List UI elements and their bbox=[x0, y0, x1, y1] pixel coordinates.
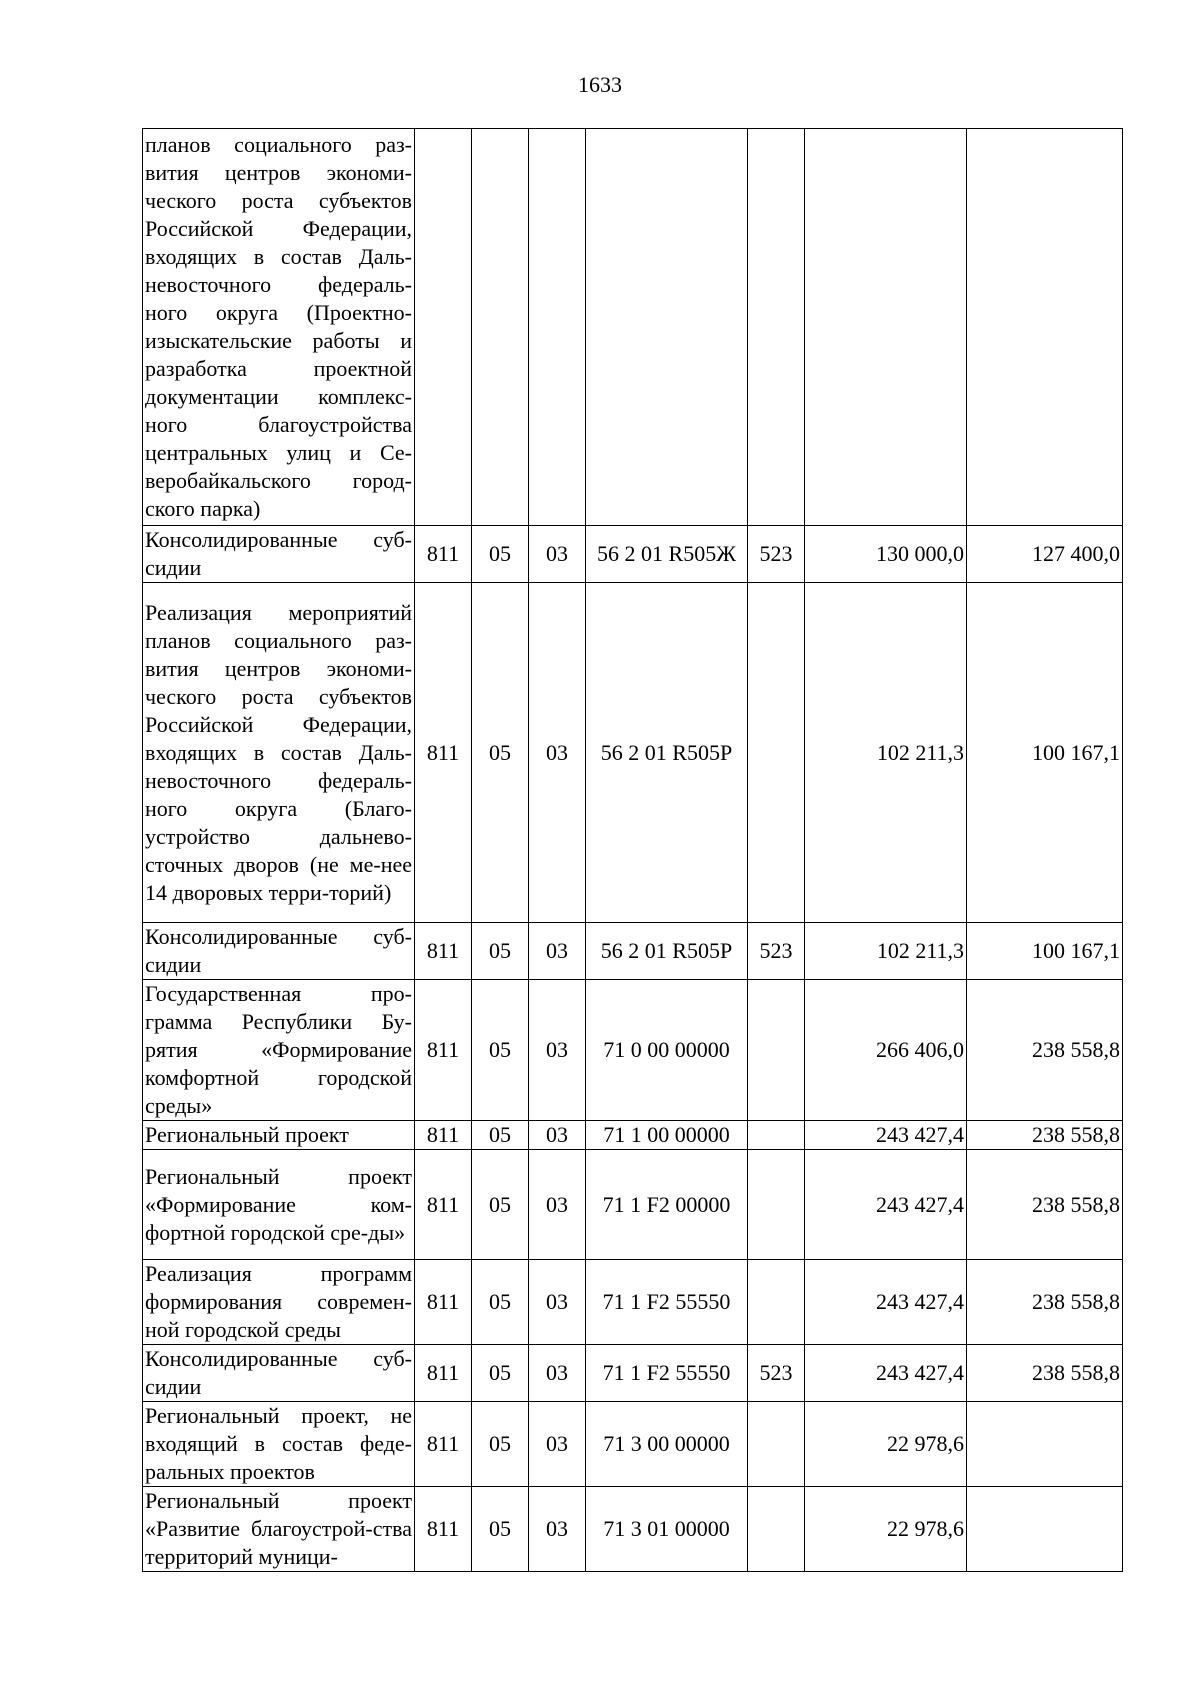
table-row bbox=[143, 1121, 1123, 1150]
target-article-cell: 71 1 00 00000 bbox=[586, 1121, 748, 1150]
target-article-cell: 71 0 00 00000 bbox=[586, 980, 748, 1121]
amount-year1-cell: 130 000,0 bbox=[805, 526, 967, 583]
row-name-cell: Региональный проект, не входящий в состав феде-ральных проектов bbox=[143, 1402, 415, 1487]
expense-type-cell bbox=[748, 1487, 805, 1572]
subsection-code-cell: 03 bbox=[529, 1150, 586, 1260]
section-code-cell: 05 bbox=[472, 583, 529, 923]
section-code-cell: 05 bbox=[472, 980, 529, 1121]
section-code-cell: 05 bbox=[472, 923, 529, 980]
amount-year1-cell: 22 978,6 bbox=[805, 1402, 967, 1487]
amount-year2-cell: 100 167,1 bbox=[967, 923, 1123, 980]
subsection-code-cell: 03 bbox=[529, 923, 586, 980]
row-name-cell: планов социального раз-вития центров экономи-ческого роста субъектов Российской Федерации, входящих в состав Даль-невосточного федераль-ного округа (Проектно-изыскательские работы и разработка проектной документации комплекс-ного благоустройства центральных улиц и Се-веробайкальского город-ского парка) bbox=[143, 129, 415, 526]
amount-year1-cell: 102 211,3 bbox=[805, 923, 967, 980]
target-article-cell: 71 1 F2 00000 bbox=[586, 1150, 748, 1260]
target-article-cell: 71 3 01 00000 bbox=[586, 1487, 748, 1572]
row-name-cell: Консолидированные суб-сидии bbox=[143, 1345, 415, 1402]
subsection-code-cell: 03 bbox=[529, 1260, 586, 1345]
row-name-cell: Региональный проект bbox=[143, 1121, 415, 1150]
table-row bbox=[143, 1487, 1123, 1572]
subsection-code-cell: 03 bbox=[529, 1487, 586, 1572]
amount-year1-cell: 102 211,3 bbox=[805, 583, 967, 923]
target-article-cell: 71 3 00 00000 bbox=[586, 1402, 748, 1487]
table-body bbox=[143, 129, 1123, 1572]
amount-year1-cell: 243 427,4 bbox=[805, 1345, 967, 1402]
expense-type-cell bbox=[748, 129, 805, 526]
subsection-code-cell: 03 bbox=[529, 1345, 586, 1402]
target-article-cell: 71 1 F2 55550 bbox=[586, 1260, 748, 1345]
admin-code-cell: 811 bbox=[415, 1260, 472, 1345]
section-code-cell: 05 bbox=[472, 1487, 529, 1572]
admin-code-cell: 811 bbox=[415, 526, 472, 583]
target-article-cell: 56 2 01 R505Р bbox=[586, 583, 748, 923]
row-name-cell: Реализация мероприятий планов социального раз-вития центров экономи-ческого роста субъектов Российской Федерации, входящих в состав Даль-невосточного федераль-ного округа (Благо-устройство дальнево-сточных дворов (не ме-нее 14 дворовых терри-торий) bbox=[143, 583, 415, 923]
row-name-cell: Государственная про-грамма Республики Бу-рятия «Формирование комфортной городской среды» bbox=[143, 980, 415, 1121]
row-name-cell: Региональный проект «Формирование ком-фортной городской сре-ды» bbox=[143, 1150, 415, 1260]
amount-year2-cell: 238 558,8 bbox=[967, 1345, 1123, 1402]
expense-type-cell bbox=[748, 1150, 805, 1260]
amount-year1-cell bbox=[805, 129, 967, 526]
page-number: 1633 bbox=[578, 72, 622, 97]
amount-year2-cell: 238 558,8 bbox=[967, 1260, 1123, 1345]
section-code-cell: 05 bbox=[472, 1345, 529, 1402]
subsection-code-cell: 03 bbox=[529, 583, 586, 923]
table-row bbox=[143, 1402, 1123, 1487]
admin-code-cell: 811 bbox=[415, 980, 472, 1121]
expense-type-cell bbox=[748, 1402, 805, 1487]
expense-type-cell: 523 bbox=[748, 923, 805, 980]
expense-type-cell bbox=[748, 583, 805, 923]
table-row bbox=[143, 1150, 1123, 1260]
amount-year2-cell: 238 558,8 bbox=[967, 1121, 1123, 1150]
amount-year2-cell bbox=[967, 1487, 1123, 1572]
row-name-cell: Консолидированные суб-сидии bbox=[143, 923, 415, 980]
table-row bbox=[143, 1260, 1123, 1345]
row-name-cell: Консолидированные суб-сидии bbox=[143, 526, 415, 583]
admin-code-cell: 811 bbox=[415, 1150, 472, 1260]
subsection-code-cell: 03 bbox=[529, 980, 586, 1121]
amount-year1-cell: 243 427,4 bbox=[805, 1260, 967, 1345]
section-code-cell: 05 bbox=[472, 1121, 529, 1150]
subsection-code-cell bbox=[529, 129, 586, 526]
amount-year2-cell bbox=[967, 129, 1123, 526]
amount-year1-cell: 266 406,0 bbox=[805, 980, 967, 1121]
table-row bbox=[143, 129, 1123, 526]
admin-code-cell: 811 bbox=[415, 1487, 472, 1572]
row-name-cell: Реализация программ формирования современ-ной городской среды bbox=[143, 1260, 415, 1345]
subsection-code-cell: 03 bbox=[529, 526, 586, 583]
expense-type-cell bbox=[748, 980, 805, 1121]
section-code-cell bbox=[472, 129, 529, 526]
amount-year1-cell: 243 427,4 bbox=[805, 1121, 967, 1150]
admin-code-cell: 811 bbox=[415, 923, 472, 980]
budget-table bbox=[142, 128, 1123, 1572]
table-row bbox=[143, 583, 1123, 923]
admin-code-cell: 811 bbox=[415, 1402, 472, 1487]
table-row bbox=[143, 1345, 1123, 1402]
subsection-code-cell: 03 bbox=[529, 1402, 586, 1487]
section-code-cell: 05 bbox=[472, 1260, 529, 1345]
amount-year2-cell: 100 167,1 bbox=[967, 583, 1123, 923]
amount-year2-cell: 238 558,8 bbox=[967, 980, 1123, 1121]
amount-year1-cell: 22 978,6 bbox=[805, 1487, 967, 1572]
target-article-cell bbox=[586, 129, 748, 526]
target-article-cell: 56 2 01 R505Р bbox=[586, 923, 748, 980]
admin-code-cell: 811 bbox=[415, 1121, 472, 1150]
admin-code-cell: 811 bbox=[415, 583, 472, 923]
admin-code-cell bbox=[415, 129, 472, 526]
row-name-cell: Региональный проект «Развитие благоустрой-ства территорий муници- bbox=[143, 1487, 415, 1572]
amount-year2-cell bbox=[967, 1402, 1123, 1487]
section-code-cell: 05 bbox=[472, 1402, 529, 1487]
table-row bbox=[143, 923, 1123, 980]
target-article-cell: 56 2 01 R505Ж bbox=[586, 526, 748, 583]
amount-year1-cell: 243 427,4 bbox=[805, 1150, 967, 1260]
target-article-cell: 71 1 F2 55550 bbox=[586, 1345, 748, 1402]
section-code-cell: 05 bbox=[472, 1150, 529, 1260]
amount-year2-cell: 238 558,8 bbox=[967, 1150, 1123, 1260]
amount-year2-cell: 127 400,0 bbox=[967, 526, 1123, 583]
expense-type-cell bbox=[748, 1121, 805, 1150]
admin-code-cell: 811 bbox=[415, 1345, 472, 1402]
table-row bbox=[143, 980, 1123, 1121]
table-row bbox=[143, 526, 1123, 583]
expense-type-cell bbox=[748, 1260, 805, 1345]
expense-type-cell: 523 bbox=[748, 1345, 805, 1402]
subsection-code-cell: 03 bbox=[529, 1121, 586, 1150]
expense-type-cell: 523 bbox=[748, 526, 805, 583]
section-code-cell: 05 bbox=[472, 526, 529, 583]
